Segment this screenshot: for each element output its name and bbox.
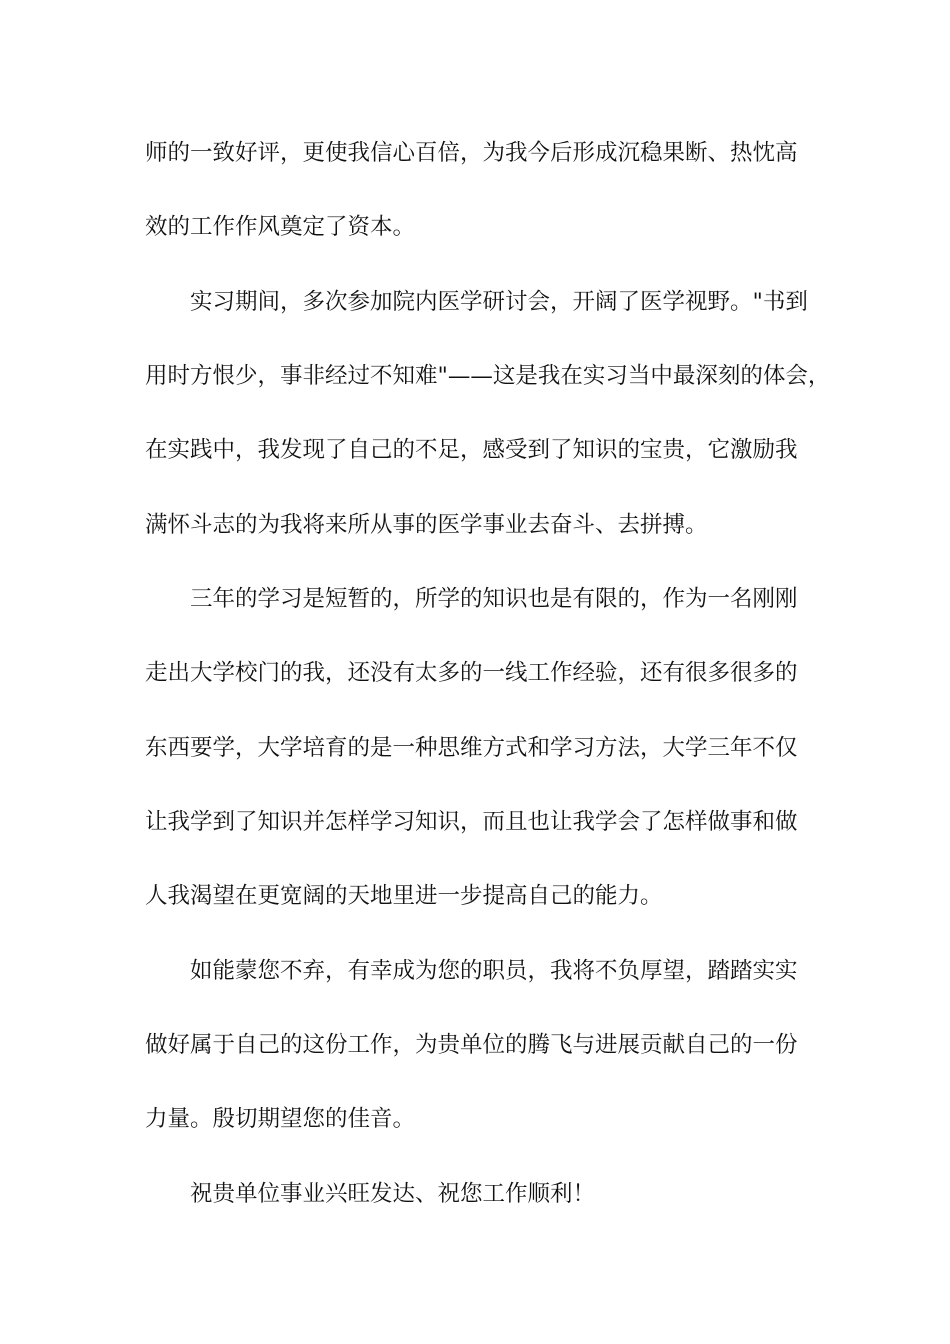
paragraph-first-line: 如能蒙您不弃，有幸成为您的职员，我将不负厚望，踏踏实实	[190, 958, 798, 984]
text-line: 效的工作作风奠定了资本。	[145, 214, 416, 240]
text-line: 满怀斗志的为我将来所从事的医学事业去奋斗、去拼搏。	[145, 512, 708, 538]
text-line: 在实践中，我发现了自己的不足，感受到了知识的宝贵，它激励我	[145, 437, 798, 463]
text-line: 走出大学校门的我，还没有太多的一线工作经验，还有很多很多的	[145, 660, 798, 686]
paragraph-first-line: 三年的学习是短暂的，所学的知识也是有限的，作为一名刚刚	[190, 586, 798, 612]
closing-wish: 祝贵单位事业兴旺发达、祝您工作顺利！	[190, 1181, 596, 1207]
text-line: 力量。殷切期望您的佳音。	[145, 1106, 416, 1132]
text-line: 师的一致好评，更使我信心百倍，为我今后形成沉稳果断、热忱高	[145, 140, 798, 166]
paragraph-first-line: 实习期间，多次参加院内医学研讨会，开阔了医学视野。"书到	[190, 289, 808, 315]
text-line: 做好属于自己的这份工作，为贵单位的腾飞与进展贡献自己的一份	[145, 1032, 798, 1058]
text-line: 人我渴望在更宽阔的天地里进一步提高自己的能力。	[145, 883, 663, 909]
text-line: 用时方恨少，事非经过不知难"——这是我在实习当中最深刻的体会，	[145, 363, 831, 389]
text-line: 东西要学，大学培育的是一种思维方式和学习方法，大学三年不仅	[145, 735, 798, 761]
text-line: 让我学到了知识并怎样学习知识，而且也让我学会了怎样做事和做	[145, 809, 798, 835]
